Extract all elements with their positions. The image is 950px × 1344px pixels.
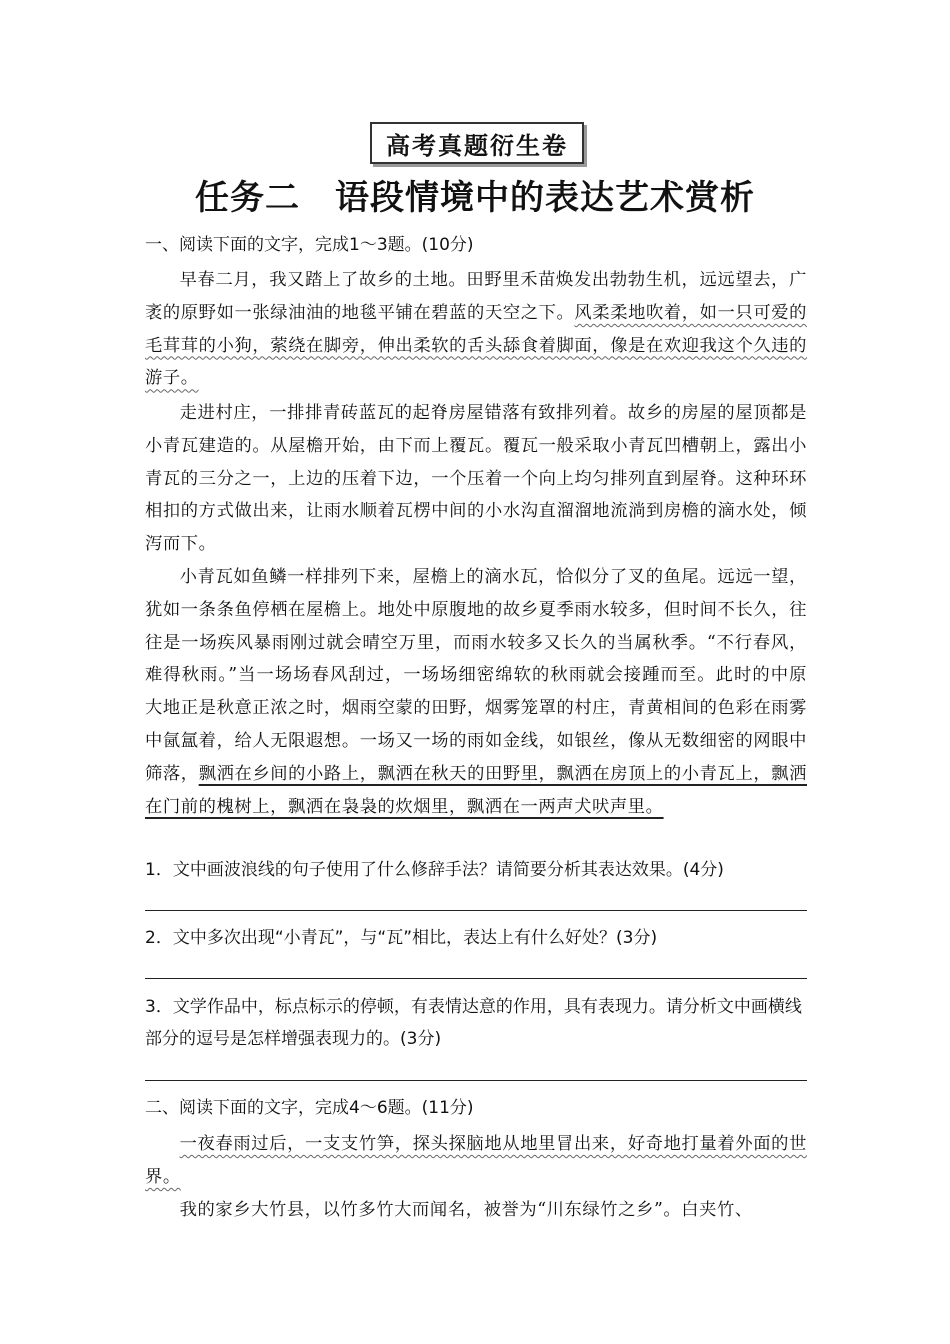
question-3: 3．文学作品中，标点标示的停顿，有表情达意的作用，具有表现力。请分析文中画横线部分的逗号是怎样增强表现力的。(3分) [145,997,802,1049]
section1-paragraph-3 [145,561,807,823]
paragraph-3-text: 小青瓦如鱼鳞一样排列下来，屋檐上的滴水瓦，恰似分了叉的鱼尾。远远一望，犹如一条条鱼停栖在屋檐上。地处中原腹地的故乡夏季雨水较多，但时间不长久，往往是一场疾风暴雨刚过就会晴空万里，而雨水较多又长久的当属秋季。“不行春风，难得秋雨。”当一场场春风刮过，一场场细密绵软的秋雨就会接踵而至。此时的中原大地正是秋意正浓之时，烟雨空蒙的田野，烟雾笼罩的村庄，青黄相间的色彩在雨雾中氤氲着，给人无限遐想。一场又一场的雨如金线，如银丝，像从无数细密的网眼中筛落， [145,567,807,784]
section2-paragraph-1 [145,1128,807,1194]
section2-heading: 二、阅读下面的文字，完成4～6题。(11分) [145,1098,474,1118]
paragraph-1-text: 早春二月，我又踏上了故乡的土地。田野里禾苗焕发出勃勃生机，远远望去，广袤的原野如一张绿油油的地毯平铺在碧蓝的天空之下。 [145,270,807,323]
underlined-passage: 飘洒在乡间的小路上，飘洒在秋天的田野里，飘洒在房顶上的小青瓦上，飘洒在门前的槐树上，飘洒在袅袅的炊烟里，飘洒在一两声犬吠声里。 [145,763,807,817]
section2-wavy-text: 一夜春雨过后，一支支竹笋，探头探脑地从地里冒出来，好奇地打量着外面的世界。 [145,1134,807,1187]
answer-line-1[interactable] [145,910,807,911]
section1-paragraph-2: 走进村庄，一排排青砖蓝瓦的起脊房屋错落有致排列着。故乡的房屋的屋顶都是小青瓦建造的。从屋檐开始，由下而上覆瓦。覆瓦一般采取小青瓦凹槽朝上，露出小青瓦的三分之一，上边的压着下边，一个压着一个向上均匀排列直到屋脊。这种环环相扣的方式做出来，让雨水顺着瓦楞中间的小水沟直溜溜地流淌到房檐的滴水处，倾泻而下。 [145,403,807,555]
section2-paragraph-2: 我的家乡大竹县，以竹多竹大而闻名，被誉为“川东绿竹之乡”。白夹竹、 [179,1200,753,1220]
wavy-underlined-sentence: 风柔柔地吹着，如一只可爱的毛茸茸的小狗，萦绕在脚旁，伸出柔软的舌头舔食着脚面，像是在欢迎我这个久违的游子。 [145,302,807,389]
answer-line-3[interactable] [145,1080,807,1081]
question-2: 2．文中多次出现“小青瓦”，与“瓦”相比，表达上有什么好处？(3分) [145,928,658,948]
answer-line-2[interactable] [145,978,807,979]
exam-badge: 高考真题衍生卷 [370,122,584,164]
section1-paragraph-1 [145,264,807,395]
question-1: 1．文中画波浪线的句子使用了什么修辞手法？请简要分析其表达效果。(4分) [145,860,724,880]
page-title: 任务二 语段情境中的表达艺术赏析 [195,178,755,218]
section1-heading: 一、阅读下面的文字，完成1～3题。(10分) [145,235,474,255]
